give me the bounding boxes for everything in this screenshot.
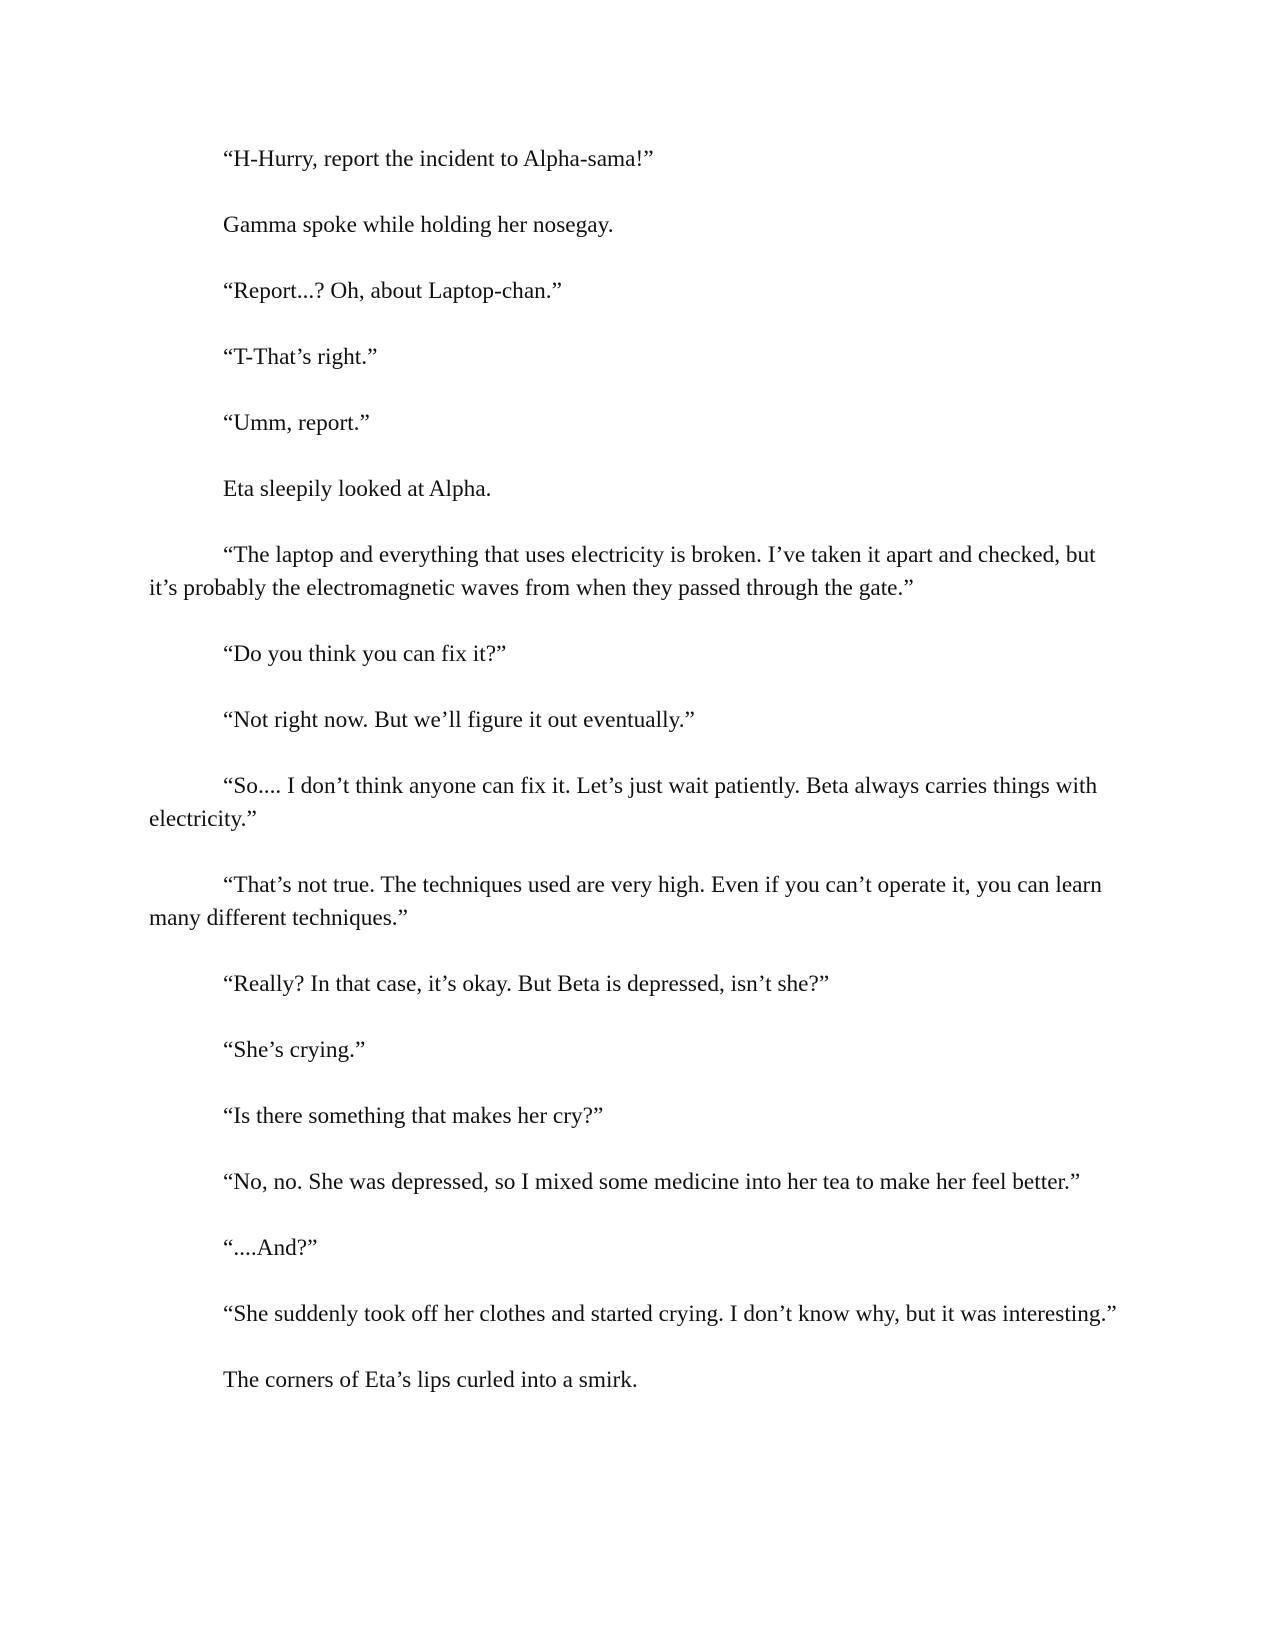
paragraph-13: “She’s crying.” (223, 1037, 366, 1063)
text-body (149, 143, 1124, 1430)
paragraph-17: “She suddenly took off her clothes and started crying. I don’t know why, but it was interesting.” (223, 1301, 1117, 1327)
paragraph-9: “Not right now. But we’ll figure it out eventually.” (223, 707, 695, 733)
paragraph-2: Gamma spoke while holding her nosegay. (223, 212, 614, 238)
paragraph-7: “The laptop and everything that uses electricity is broken. I’ve taken it apart and checked, but it’s probably the electromagnetic waves from when they passed through the gate.” (149, 542, 1096, 601)
paragraph-15: “No, no. She was depressed, so I mixed some medicine into her tea to make her feel better.” (223, 1169, 1081, 1195)
paragraph-14: “Is there something that makes her cry?” (223, 1103, 604, 1129)
paragraph-4: “T-That’s right.” (223, 344, 378, 370)
paragraph-12: “Really? In that case, it’s okay. But Beta is depressed, isn’t she?” (223, 971, 830, 997)
paragraph-6: Eta sleepily looked at Alpha. (223, 476, 492, 502)
paragraph-3: “Report...? Oh, about Laptop-chan.” (223, 278, 562, 304)
paragraph-1: “H-Hurry, report the incident to Alpha-sama!” (223, 146, 654, 172)
paragraph-5: “Umm, report.” (223, 410, 370, 436)
paragraph-8: “Do you think you can fix it?” (223, 641, 507, 667)
paragraph-16: “....And?” (223, 1235, 318, 1261)
paragraph-18: The corners of Eta’s lips curled into a smirk. (223, 1367, 638, 1393)
paragraph-11: “That’s not true. The techniques used are very high. Even if you can’t operate it, you can learn many different techniques.” (149, 872, 1102, 931)
paragraph-10: “So.... I don’t think anyone can fix it. Let’s just wait patiently. Beta always carries things with electricity.” (149, 773, 1098, 832)
